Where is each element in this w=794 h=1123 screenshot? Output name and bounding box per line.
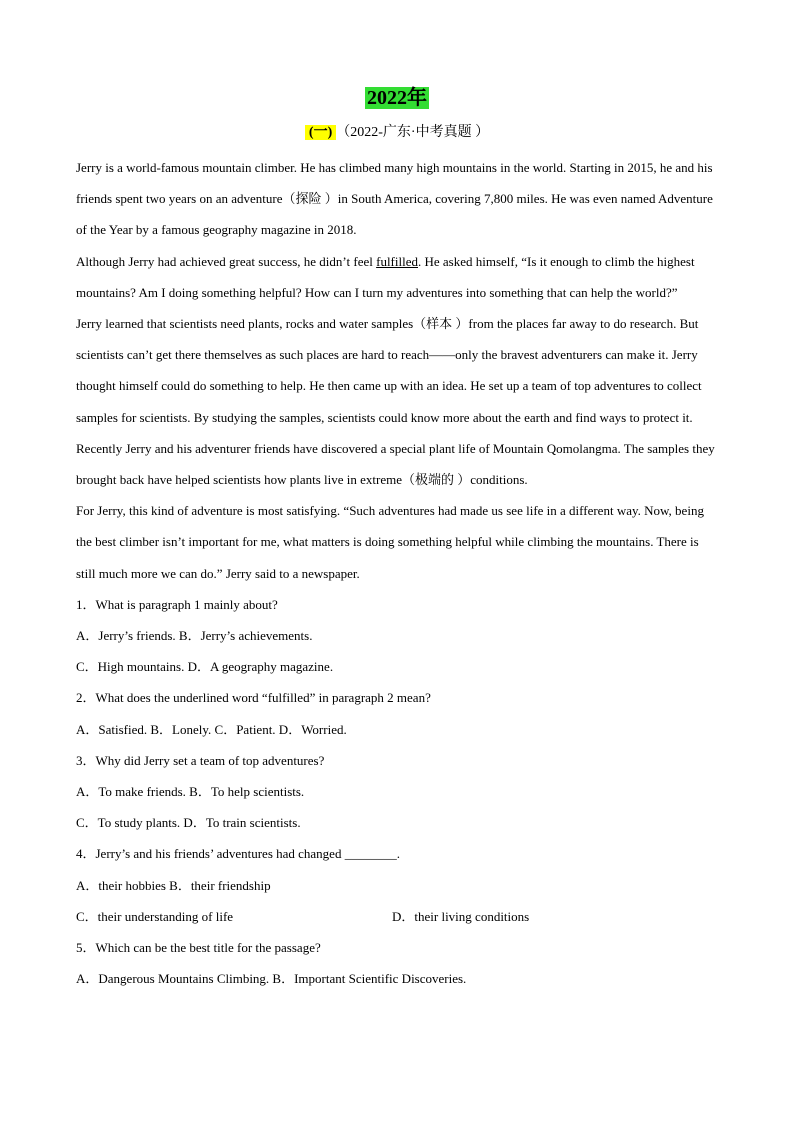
section-source: （2022-广东·中考真题 ） (336, 125, 490, 140)
question-4-options-cd (76, 901, 718, 932)
question-1-options-ab: A．Jerry’s friends. B．Jerry’s achievements. (76, 628, 313, 644)
paragraph-3: Jerry learned that scientists need plants, rocks and water samples（样本 ）from the places far away to do research. But scientists can’t get there themselves as such places are hard to reach——only the bravest adventurers can make it. Jerry thought himself could do something to help. He then came up with an idea. He set up a team of top adventures to collect samples for scientists. By studying the samples, scientists could know more about the earth and find ways to protect it. (76, 316, 702, 425)
question-1-options-cd: C．High mountains. D．A geography magazine. (76, 659, 334, 675)
question-5: 5．Which can be the best title for the passage? (76, 940, 321, 956)
paragraph-2 (76, 246, 718, 308)
paragraph-1: Jerry is a world-famous mountain climber. He has climbed many high mountains in the world. Starting in 2015, he and his friends spent two years on an adventure（探险 ）in South America, covering 7,800 miles. He was even named Adventure of the Year by a famous geography magazine in 2018. (76, 160, 713, 238)
paragraph-5: For Jerry, this kind of adventure is most satisfying. “Such adventures had made us see life in a different way. Now, being the best climber isn’t important for me, what matters is doing something helpful while climbing the mountains. There is still much more we can do.” Jerry said to a newspaper. (76, 503, 704, 581)
question-4-option-c: C．their understanding of life (76, 908, 234, 924)
section-number: (一) (305, 125, 336, 140)
page-title (0, 84, 794, 112)
question-3-options-ab: A．To make friends. B．To help scientists. (76, 784, 305, 800)
paragraph-2-start: Although Jerry had achieved great success, he didn’t feel (76, 253, 377, 269)
question-5-options-ab: A．Dangerous Mountains Climbing. B．Important Scientific Discoveries. (76, 971, 467, 987)
question-3-options-cd: C．To study plants. D．To train scientists. (76, 815, 301, 831)
underlined-word: fulfilled (376, 253, 418, 269)
question-4: 4．Jerry’s and his friends’ adventures had changed ________. (76, 846, 400, 862)
year-title: 2022年 (367, 87, 427, 109)
question-4-options-ab: A．their hobbies B．their friendship (76, 877, 271, 893)
section-heading (0, 122, 794, 144)
paragraph-4: Recently Jerry and his adventurer friends have discovered a special plant life of Mountain Qomolangma. The samples they brought back have helped scientists how plants live in extreme（极端的 ）conditions. (76, 440, 715, 488)
question-4-option-d: D．their living conditions (392, 908, 530, 924)
content-body (76, 152, 718, 994)
question-2-options: A．Satisfied. B．Lonely. C．Patient. D．Worried. (76, 721, 347, 737)
paragraph-2-end: . He asked himself, “Is it enough to climb the highest mountains? Am I doing something helpful? How can I turn my adventures into something that can help the world?” (76, 253, 695, 300)
question-3: 3．Why did Jerry set a team of top adventures? (76, 752, 325, 768)
question-1: 1．What is paragraph 1 mainly about? (76, 596, 278, 612)
question-2: 2．What does the underlined word “fulfilled” in paragraph 2 mean? (76, 690, 431, 706)
